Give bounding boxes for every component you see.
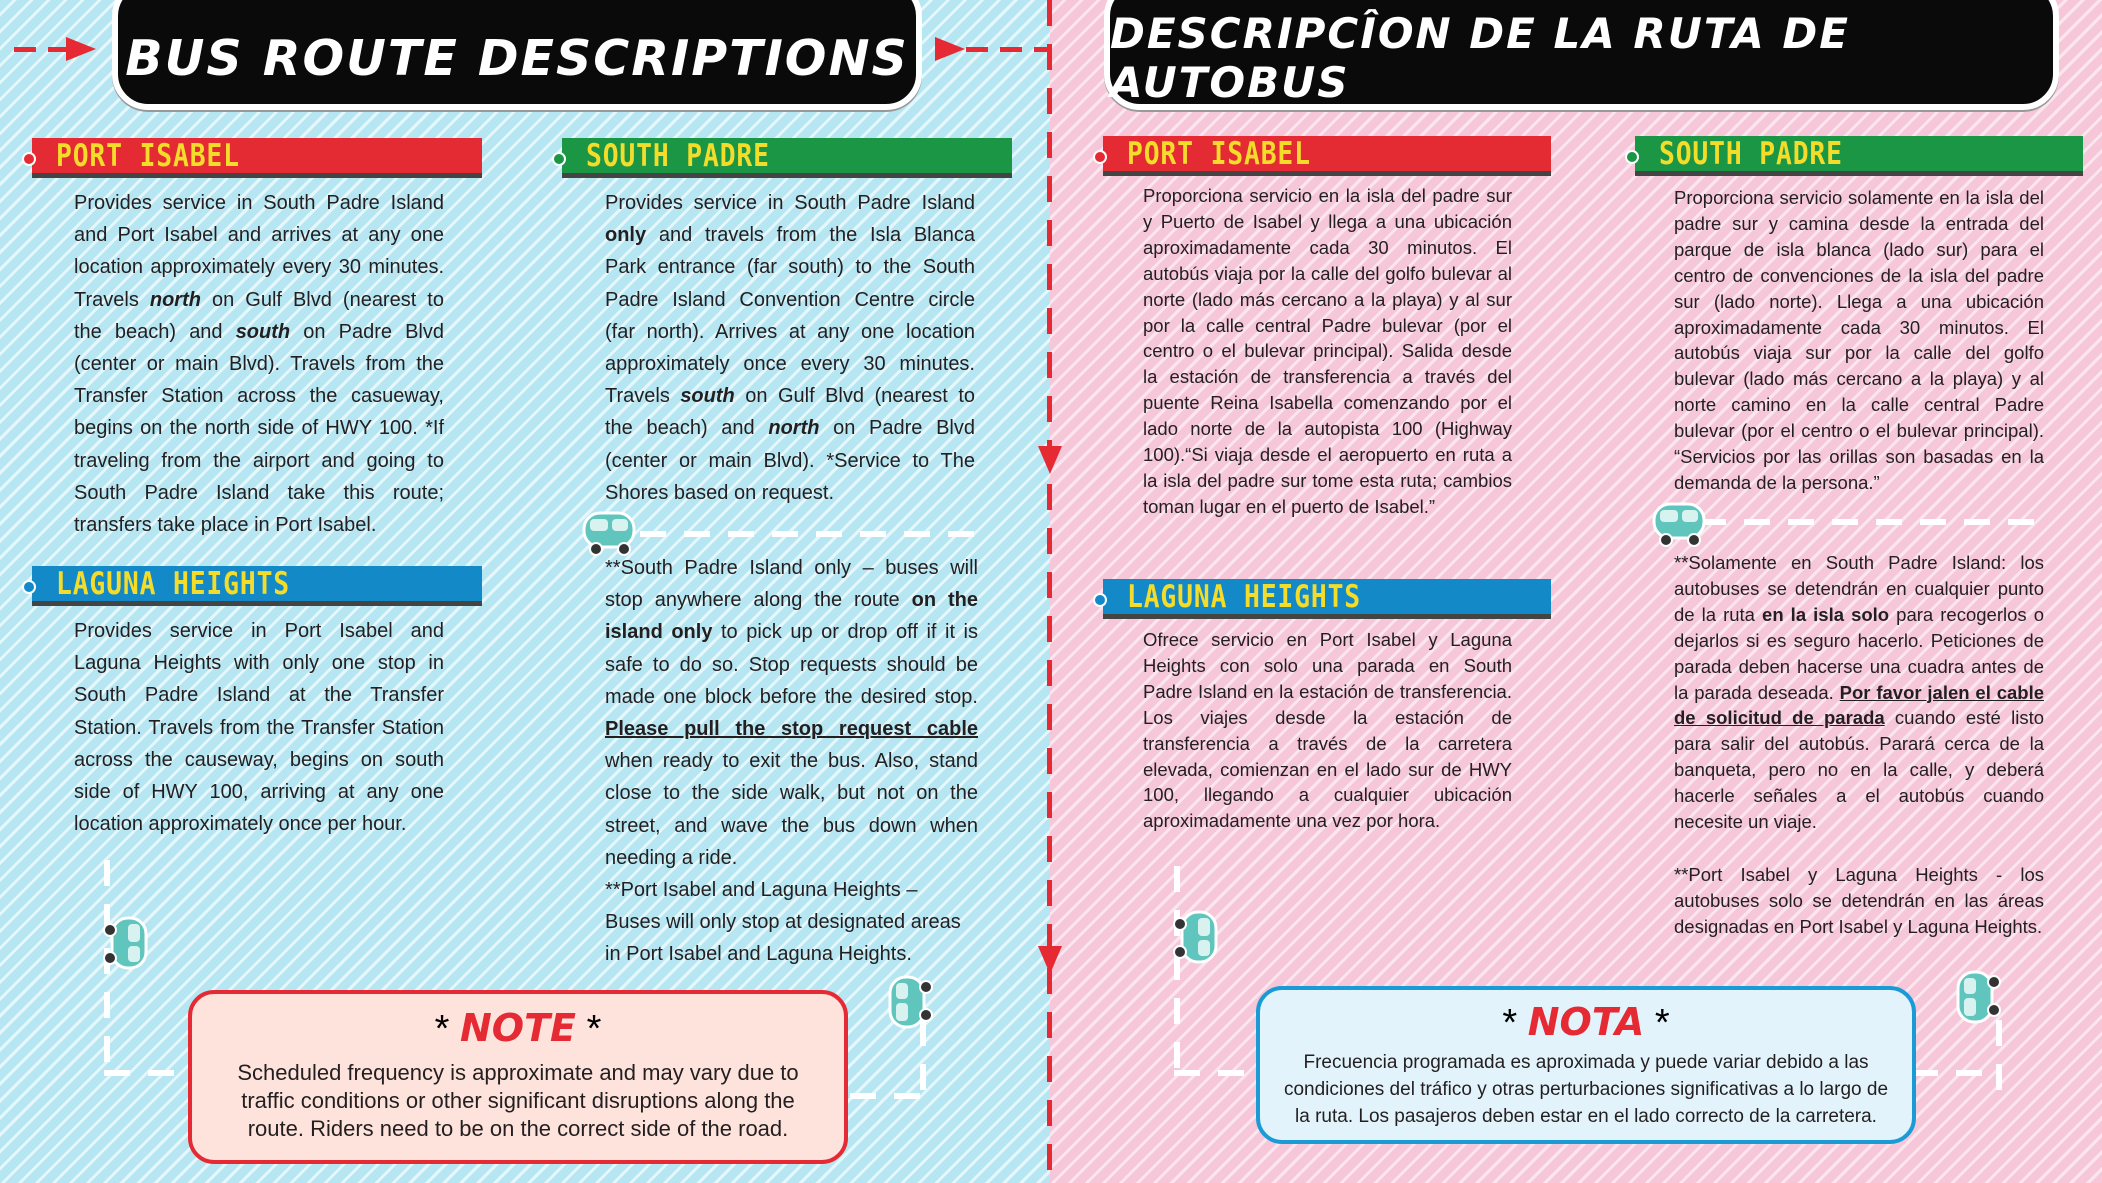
route-line [1174, 1070, 1254, 1076]
note-title: * NOTE * [434, 1006, 602, 1050]
text-run: Provides service in South Padre Island and Port Isabel and arrives at any one location approximately every 30 minutes. Travels [74, 192, 444, 311]
title-banner-en [112, 0, 922, 110]
bus-icon [1950, 966, 2002, 1026]
port-isabel-description [74, 187, 444, 541]
dashed-arrow [14, 47, 66, 52]
text-run: Please pull the stop request cable [605, 718, 978, 741]
south-padre-description [605, 187, 975, 509]
route-line [1912, 1070, 2000, 1076]
spi-only-note [605, 552, 978, 874]
bus-icon [102, 914, 154, 974]
text-run: cuando esté listo para salir del autobús. Parará cerca de la banqueta, pero no en la calle, y deberá hacerle señales a el autobús cuando necesite un viaje. [1674, 707, 2044, 833]
route-line [920, 1020, 926, 1100]
note-box-en [188, 990, 848, 1164]
route-line [850, 1093, 926, 1099]
text-run: Proporciona servicio en la isla del padre sur y Puerto de Isabel y llega a una ubicación aproximadamente cada 30 minutos. El autobús viaja por la calle del golfo bulevar al norte (lado más cercano a la playa) y al sur por la calle central Padre bulevar (por el centro o el bulevar principal). Salida desde la estación de transferencia a través del puente Reina Isabella comenzando por el lado norte de la autopista 100 (Highway 100).“Si viaja desde el aeropuerto en ruta a la isla del padre sur tome esta ruta; cambios toman lugar en el puerto de Isabel.” [1143, 185, 1512, 517]
page-title: BUS ROUTE DESCRIPTIONS [125, 29, 909, 87]
arrow-down-icon [1038, 946, 1062, 974]
page-title-es: DESCRIPCÎON DE LA RUTA DE AUTOBUS [1110, 9, 1850, 107]
text-run: para recogerlos o dejarlos si es seguro hacerlo. Peticiones de parada deben hacerse una cuadra antes de la parada deseada. [1674, 603, 2044, 703]
text-run: on the island only [605, 589, 978, 644]
route-line [640, 531, 980, 537]
bus-icon [882, 971, 934, 1031]
pi-lh-note [605, 874, 978, 971]
route-line [1174, 866, 1180, 1076]
arrow-right-icon [935, 37, 965, 61]
port-isabel-description-es [1143, 183, 1512, 520]
text-run: Provides service in Port Isabel and Laguna Heights with only one stop in South Padre Island at the Transfer Station. Travels from the Transfer Station across the causeway, begins on south side of HWY 100, arriving at any one location approximately once per hour. [74, 620, 444, 836]
route-line [1700, 519, 2050, 525]
bus-icon [580, 505, 640, 557]
title-banner-es [1104, 0, 2059, 110]
text-run: **Port Isabel y Laguna Heights - los autobuses solo se detendrán en las áreas designadas en Port Isabel y Laguna Heights. [1674, 864, 2044, 937]
text-run: **South Padre Island only – buses will stop anywhere along the route [605, 557, 978, 612]
dashed-arrow [966, 47, 1048, 52]
text-run: on Gulf Blvd (nearest to the beach) and [605, 385, 975, 440]
text-run: on Gulf Blvd (nearest to the beach) and [74, 288, 444, 343]
laguna-heights-description-es [1143, 627, 1512, 834]
spi-only-note-es [1674, 550, 2044, 835]
text-run: Ofrece servicio en Port Isabel y Laguna Heights con solo una parada en South Padre Island en la estación de transferencia. Los viajes desde la estación de transferencia a través de la carretera elevada, comienzan en el lado sur de HWY 100, llegando a cualquier ubicación aproximadamente una vez por hora. [1143, 629, 1512, 832]
heading-port-isabel: PORT ISABEL [32, 138, 482, 178]
pi-lh-note-es [1674, 862, 2044, 940]
laguna-heights-description [74, 615, 444, 840]
text-run: on Padre Blvd (center or main Blvd). Travels from the Transfer Station across the casueway, begins on the north side of HWY 100. *If traveling from the airport and going to South Padre Island take this route; transfers take place in Port Isabel. [74, 320, 444, 537]
heading-laguna-heights: LAGUNA HEIGHTS [32, 566, 482, 606]
heading-south-padre-es: SOUTH PADRE [1635, 136, 2083, 176]
panel-divider [1047, 0, 1052, 1183]
heading-port-isabel-es: PORT ISABEL [1103, 136, 1551, 176]
route-line [1996, 1020, 2002, 1100]
heading-south-padre: SOUTH PADRE [562, 138, 1012, 178]
heading-laguna-heights-es: LAGUNA HEIGHTS [1103, 579, 1551, 619]
text-run: Provides service in South Padre Island [605, 192, 975, 214]
text-run: and travels from the Isla Blanca Park entrance (far south) to the South Padre Island Convention Centre circle (far north). Arrives at any one location approximately once every 30 minutes. Travels [605, 224, 975, 408]
text-run: to pick up or drop off if it is safe to do so. Stop requests should be made one block before the desired stop. [605, 621, 978, 708]
text-run: en la isla solo [1762, 603, 1890, 625]
note-body: Scheduled frequency is approximate and may vary due to traffic conditions or other significant disruptions along the route. Riders need to be on the correct side of the road. [237, 1060, 799, 1141]
bus-icon [1172, 908, 1224, 968]
text-run: when ready to exit the bus. Also, stand close to the side walk, but not on the street, and wave the bus down when needing a ride. [605, 750, 978, 869]
arrow-down-icon [1038, 446, 1062, 474]
note-title-es: * NOTA * [1502, 1000, 1670, 1044]
text-run: Por favor jalen el cable de solicitud de parada [1674, 681, 2044, 729]
arrow-right-icon [66, 37, 96, 61]
text-run: north [149, 288, 201, 311]
text-run: on Padre Blvd (center or main Blvd). *Service to The Shores based on request. [605, 417, 975, 504]
bus-icon [1650, 496, 1710, 548]
text-run: **Solamente en South Padre Island: los autobuses se detendrán en cualquier punto de la ruta [1674, 552, 2044, 625]
note-box-es [1256, 986, 1916, 1144]
text-run: only [605, 224, 647, 247]
south-padre-description-es [1674, 185, 2044, 496]
note-body-es: Frecuencia programada es aproximada y puede variar debido a las condiciones del tráfico y otras perturbaciones significativas a lo largo de la ruta. Los pasajeros deben estar en el lado correcto de la carretera. [1283, 1052, 1889, 1127]
text-run: Proporciona servicio solamente en la isla del padre sur y camina desde la entrada del parque de isla blanca (lado sur) para el centro de convenciones de la isla del padre sur (lado norte). Llega a una ubicación aproximadamente cada 30 minutos. El autobús viaja sur por la calle del golfo bulevar (lado más cercano a la playa) y al norte camino en la calle central Padre bulevar (por el centro o el bulevar principal). “Servicios por las orillas son basadas en la demanda de la persona.” [1674, 187, 2044, 493]
text-run: south [235, 320, 291, 343]
text-run: south [680, 385, 735, 408]
text-run: north [768, 417, 820, 440]
text-run: **Port Isabel and Laguna Heights – Buses will only stop at designated areas in Port Isabel and Laguna Heights. [605, 879, 961, 966]
route-line [104, 1070, 184, 1076]
